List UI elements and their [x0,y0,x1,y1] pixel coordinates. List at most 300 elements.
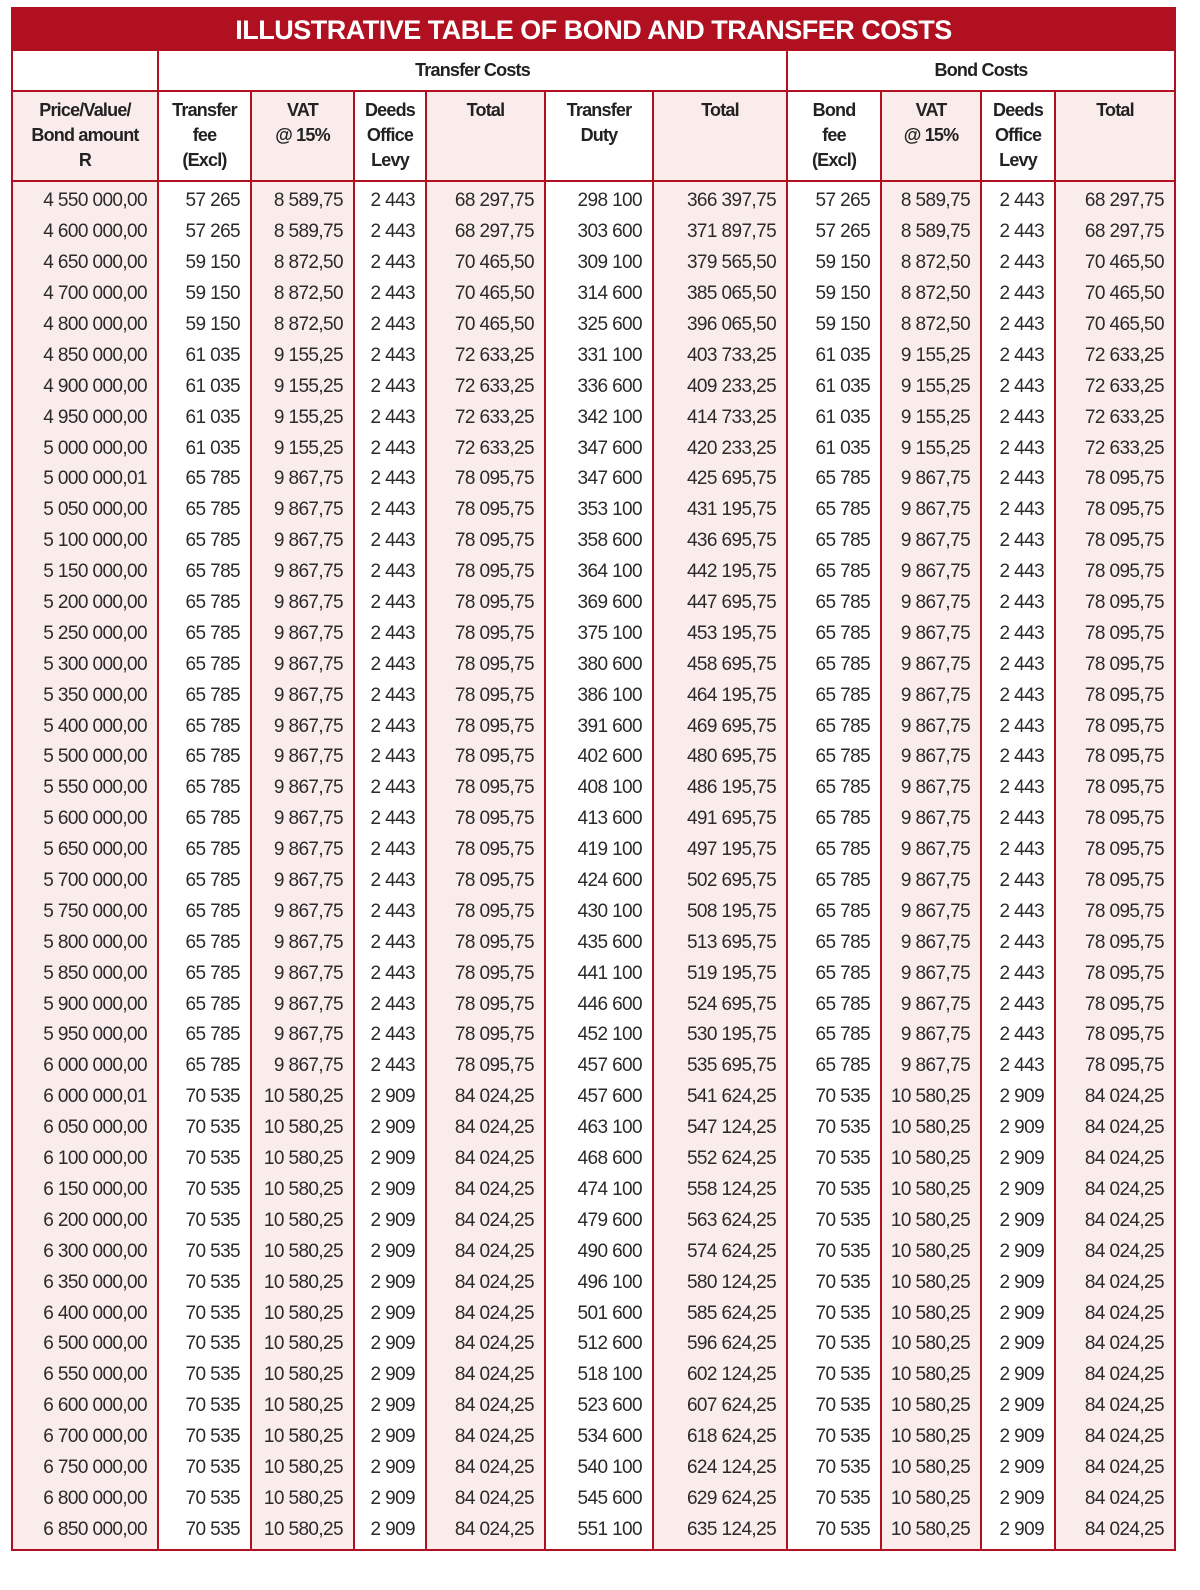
table-cell: 70 535 [787,1144,881,1175]
table-cell: 8 589,75 [881,181,981,217]
table-cell: 70 535 [787,1329,881,1360]
table-cell: 84 024,25 [426,1175,545,1206]
table-cell: 4 850 000,00 [13,340,158,371]
table-cell: 70 535 [158,1236,251,1267]
table-cell: 9 867,75 [251,495,354,526]
table-cell: 6 100 000,00 [13,1144,158,1175]
table-cell: 6 400 000,00 [13,1298,158,1329]
table-cell: 9 867,75 [251,989,354,1020]
table-cell: 9 867,75 [881,804,981,835]
table-cell: 353 100 [545,495,653,526]
table-cell: 309 100 [545,248,653,279]
table-cell: 2 909 [354,1144,426,1175]
table-cell: 70 535 [787,1205,881,1236]
table-row [13,1175,1174,1206]
table-cell: 2 909 [354,1236,426,1267]
table-cell: 9 867,75 [251,588,354,619]
table-cell: 78 095,75 [1055,896,1174,927]
table-cell: 78 095,75 [426,618,545,649]
table-cell: 65 785 [158,773,251,804]
table-cell: 2 443 [354,649,426,680]
table-cell: 2 909 [981,1422,1055,1453]
table-cell: 2 443 [354,958,426,989]
table-cell: 9 867,75 [881,464,981,495]
table-cell: 9 867,75 [881,896,981,927]
table-cell: 65 785 [787,742,881,773]
table-cell: 78 095,75 [426,526,545,557]
table-cell: 9 867,75 [881,742,981,773]
group-header-blank [13,51,158,91]
table-cell: 72 633,25 [1055,371,1174,402]
table-cell: 9 867,75 [251,896,354,927]
table-cell: 424 600 [545,866,653,897]
table-cell: 4 950 000,00 [13,402,158,433]
table-cell: 68 297,75 [426,217,545,248]
table-cell: 65 785 [158,618,251,649]
table-cell: 9 867,75 [251,649,354,680]
table-cell: 2 909 [981,1267,1055,1298]
table-cell: 84 024,25 [1055,1391,1174,1422]
table-cell: 65 785 [158,1051,251,1082]
table-cell: 9 867,75 [251,866,354,897]
table-cell: 2 443 [981,835,1055,866]
table-cell: 72 633,25 [1055,340,1174,371]
table-row [13,1082,1174,1113]
table-cell: 2 443 [354,618,426,649]
table-row [13,958,1174,989]
table-cell: 4 700 000,00 [13,279,158,310]
table-cell: 65 785 [158,464,251,495]
table-cell: 453 195,75 [653,618,787,649]
table-cell: 65 785 [158,927,251,958]
table-cell: 2 443 [354,557,426,588]
group-header-transfer-costs: Transfer Costs [158,51,787,91]
table-cell: 84 024,25 [426,1236,545,1267]
table-cell: 431 195,75 [653,495,787,526]
table-cell: 551 100 [545,1514,653,1549]
table-cell: 5 900 000,00 [13,989,158,1020]
table-cell: 420 233,25 [653,433,787,464]
table-cell: 2 443 [981,649,1055,680]
table-cell: 442 195,75 [653,557,787,588]
table-row [13,618,1174,649]
table-cell: 65 785 [787,989,881,1020]
column-header: Price/Value/ Bond amount R [13,91,158,181]
table-cell: 403 733,25 [653,340,787,371]
table-cell: 2 443 [981,464,1055,495]
table-cell: 61 035 [158,402,251,433]
table-cell: 65 785 [787,927,881,958]
table-cell: 331 100 [545,340,653,371]
table-cell: 59 150 [787,248,881,279]
table-cell: 2 909 [981,1144,1055,1175]
table-cell: 558 124,25 [653,1175,787,1206]
table-cell: 59 150 [787,279,881,310]
table-cell: 78 095,75 [426,835,545,866]
table-cell: 2 909 [354,1514,426,1549]
table-cell: 2 443 [354,989,426,1020]
table-cell: 84 024,25 [1055,1422,1174,1453]
table-cell: 78 095,75 [426,804,545,835]
table-cell: 70 535 [787,1483,881,1514]
table-cell: 4 650 000,00 [13,248,158,279]
table-cell: 2 443 [981,896,1055,927]
table-cell: 9 155,25 [881,340,981,371]
table-cell: 530 195,75 [653,1020,787,1051]
table-row [13,557,1174,588]
table-cell: 6 700 000,00 [13,1422,158,1453]
table-cell: 65 785 [787,773,881,804]
table-cell: 70 535 [158,1144,251,1175]
table-cell: 2 909 [354,1082,426,1113]
table-cell: 65 785 [158,958,251,989]
table-cell: 9 867,75 [251,711,354,742]
table-cell: 5 350 000,00 [13,680,158,711]
table-cell: 61 035 [158,371,251,402]
table-cell: 68 297,75 [1055,181,1174,217]
table-cell: 9 867,75 [881,1020,981,1051]
table-cell: 574 624,25 [653,1236,787,1267]
table-cell: 585 624,25 [653,1298,787,1329]
table-cell: 5 000 000,01 [13,464,158,495]
table-cell: 9 867,75 [251,804,354,835]
table-cell: 6 500 000,00 [13,1329,158,1360]
table-cell: 5 050 000,00 [13,495,158,526]
table-body [13,181,1174,1549]
table-cell: 10 580,25 [251,1113,354,1144]
table-cell: 8 589,75 [881,217,981,248]
table-row [13,927,1174,958]
table-cell: 2 443 [981,495,1055,526]
table-cell: 9 867,75 [881,1051,981,1082]
table-cell: 78 095,75 [426,711,545,742]
table-cell: 2 443 [354,835,426,866]
table-cell: 78 095,75 [1055,680,1174,711]
table-cell: 524 695,75 [653,989,787,1020]
column-header: VAT @ 15% [881,91,981,181]
table-cell: 5 850 000,00 [13,958,158,989]
table-row [13,1298,1174,1329]
table-cell: 452 100 [545,1020,653,1051]
table-cell: 65 785 [158,989,251,1020]
table-cell: 6 350 000,00 [13,1267,158,1298]
table-cell: 464 195,75 [653,680,787,711]
table-cell: 386 100 [545,680,653,711]
table-cell: 78 095,75 [1055,1020,1174,1051]
table-cell: 84 024,25 [1055,1360,1174,1391]
table-cell: 70 535 [787,1267,881,1298]
table-cell: 2 443 [354,588,426,619]
table-cell: 57 265 [787,217,881,248]
table-cell: 72 633,25 [1055,402,1174,433]
table-row [13,495,1174,526]
table-cell: 413 600 [545,804,653,835]
table-cell: 65 785 [787,618,881,649]
table-cell: 65 785 [158,742,251,773]
table-cell: 5 000 000,00 [13,433,158,464]
table-cell: 9 867,75 [881,773,981,804]
table-cell: 2 909 [981,1483,1055,1514]
table-cell: 65 785 [787,495,881,526]
table-cell: 78 095,75 [426,958,545,989]
table-cell: 2 443 [981,279,1055,310]
table-cell: 5 300 000,00 [13,649,158,680]
table-cell: 408 100 [545,773,653,804]
table-cell: 6 600 000,00 [13,1391,158,1422]
table-cell: 5 600 000,00 [13,804,158,835]
table-cell: 9 867,75 [251,742,354,773]
table-cell: 9 867,75 [881,526,981,557]
table-cell: 2 443 [981,588,1055,619]
table-row [13,588,1174,619]
table-row [13,742,1174,773]
table-row [13,1113,1174,1144]
table-cell: 10 580,25 [881,1144,981,1175]
table-cell: 84 024,25 [426,1298,545,1329]
table-cell: 10 580,25 [881,1514,981,1549]
table-cell: 502 695,75 [653,866,787,897]
table-cell: 84 024,25 [1055,1267,1174,1298]
table-cell: 497 195,75 [653,835,787,866]
table-cell: 61 035 [787,340,881,371]
table-cell: 84 024,25 [1055,1082,1174,1113]
table-row [13,340,1174,371]
table-cell: 371 897,75 [653,217,787,248]
table-cell: 78 095,75 [426,495,545,526]
table-row [13,371,1174,402]
table-row [13,1329,1174,1360]
bond-transfer-cost-table [13,51,1174,1549]
table-cell: 70 465,50 [426,279,545,310]
table-cell: 2 443 [354,371,426,402]
table-cell: 10 580,25 [881,1391,981,1422]
table-cell: 65 785 [787,649,881,680]
table-cell: 10 580,25 [251,1082,354,1113]
table-cell: 10 580,25 [881,1205,981,1236]
table-cell: 65 785 [787,1020,881,1051]
table-cell: 84 024,25 [426,1082,545,1113]
table-cell: 4 550 000,00 [13,181,158,217]
table-cell: 78 095,75 [1055,557,1174,588]
table-cell: 618 624,25 [653,1422,787,1453]
table-cell: 68 297,75 [426,181,545,217]
table-cell: 468 600 [545,1144,653,1175]
table-cell: 540 100 [545,1453,653,1484]
table-cell: 2 443 [354,279,426,310]
table-cell: 8 872,50 [881,310,981,341]
table-cell: 358 600 [545,526,653,557]
table-cell: 65 785 [787,526,881,557]
table-cell: 8 589,75 [251,181,354,217]
table-cell: 70 535 [158,1267,251,1298]
table-cell: 9 867,75 [881,711,981,742]
table-cell: 2 443 [981,340,1055,371]
table-cell: 409 233,25 [653,371,787,402]
table-cell: 9 867,75 [251,927,354,958]
column-header: Transfer Duty [545,91,653,181]
table-cell: 2 443 [981,958,1055,989]
table-cell: 10 580,25 [881,1082,981,1113]
table-cell: 430 100 [545,896,653,927]
table-cell: 4 800 000,00 [13,310,158,341]
table-cell: 6 550 000,00 [13,1360,158,1391]
table-cell: 72 633,25 [426,433,545,464]
table-cell: 84 024,25 [1055,1298,1174,1329]
table-cell: 469 695,75 [653,711,787,742]
table-cell: 10 580,25 [251,1144,354,1175]
table-cell: 70 465,50 [426,248,545,279]
table-cell: 10 580,25 [881,1298,981,1329]
table-cell: 59 150 [787,310,881,341]
table-cell: 2 443 [981,618,1055,649]
table-cell: 2 443 [354,217,426,248]
table-cell: 2 443 [981,557,1055,588]
table-row [13,1051,1174,1082]
table-cell: 65 785 [158,680,251,711]
table-cell: 2 909 [981,1236,1055,1267]
table-cell: 72 633,25 [426,402,545,433]
table-cell: 2 443 [981,680,1055,711]
table-cell: 2 443 [354,433,426,464]
table-row [13,1020,1174,1051]
table-cell: 70 465,50 [1055,310,1174,341]
table-cell: 2 909 [354,1298,426,1329]
table-cell: 9 155,25 [251,402,354,433]
table-cell: 5 750 000,00 [13,896,158,927]
table-cell: 9 867,75 [881,588,981,619]
table-cell: 541 624,25 [653,1082,787,1113]
table-cell: 5 150 000,00 [13,557,158,588]
table-cell: 9 155,25 [881,433,981,464]
table-cell: 2 443 [354,526,426,557]
table-cell: 65 785 [158,495,251,526]
table-cell: 65 785 [158,804,251,835]
table-cell: 2 909 [354,1391,426,1422]
table-cell: 2 443 [354,1051,426,1082]
table-cell: 61 035 [787,371,881,402]
table-cell: 2 443 [354,742,426,773]
table-row [13,217,1174,248]
table-title: ILLUSTRATIVE TABLE OF BOND AND TRANSFER COSTS [13,7,1174,51]
table-cell: 65 785 [158,1020,251,1051]
table-cell: 9 867,75 [251,680,354,711]
table-cell: 70 535 [787,1298,881,1329]
table-cell: 447 695,75 [653,588,787,619]
table-cell: 9 867,75 [881,927,981,958]
table-cell: 458 695,75 [653,649,787,680]
table-cell: 2 909 [981,1360,1055,1391]
table-row [13,649,1174,680]
table-cell: 6 200 000,00 [13,1205,158,1236]
table-cell: 57 265 [787,181,881,217]
table-row [13,1453,1174,1484]
table-cell: 5 700 000,00 [13,866,158,897]
table-cell: 65 785 [787,680,881,711]
table-cell: 435 600 [545,927,653,958]
table-cell: 2 443 [981,1020,1055,1051]
column-header: Total [653,91,787,181]
table-cell: 2 443 [354,181,426,217]
column-header: Total [426,91,545,181]
table-cell: 78 095,75 [426,773,545,804]
table-cell: 78 095,75 [1055,618,1174,649]
table-cell: 5 250 000,00 [13,618,158,649]
column-header: Deeds Office Levy [354,91,426,181]
table-cell: 57 265 [158,181,251,217]
table-cell: 65 785 [158,557,251,588]
table-cell: 65 785 [158,711,251,742]
table-cell: 6 300 000,00 [13,1236,158,1267]
table-cell: 2 443 [354,1020,426,1051]
table-cell: 70 535 [158,1483,251,1514]
table-cell: 70 465,50 [426,310,545,341]
table-cell: 59 150 [158,248,251,279]
table-row [13,1483,1174,1514]
table-cell: 479 600 [545,1205,653,1236]
table-cell: 78 095,75 [1055,835,1174,866]
table-cell: 474 100 [545,1175,653,1206]
table-cell: 463 100 [545,1113,653,1144]
table-row [13,835,1174,866]
table-cell: 2 443 [981,310,1055,341]
group-header-bond-costs: Bond Costs [787,51,1174,91]
table-cell: 2 909 [354,1453,426,1484]
table-cell: 72 633,25 [426,340,545,371]
table-cell: 347 600 [545,464,653,495]
table-cell: 513 695,75 [653,927,787,958]
table-row [13,680,1174,711]
table-cell: 596 624,25 [653,1329,787,1360]
column-header: Deeds Office Levy [981,91,1055,181]
table-cell: 65 785 [787,958,881,989]
table-cell: 78 095,75 [426,1020,545,1051]
table-cell: 9 867,75 [251,464,354,495]
table-cell: 486 195,75 [653,773,787,804]
table-cell: 78 095,75 [1055,1051,1174,1082]
table-cell: 78 095,75 [426,557,545,588]
table-cell: 9 867,75 [881,618,981,649]
table-cell: 2 443 [981,402,1055,433]
table-cell: 84 024,25 [426,1422,545,1453]
table-cell: 380 600 [545,649,653,680]
table-cell: 78 095,75 [1055,495,1174,526]
table-row [13,1514,1174,1549]
table-cell: 9 867,75 [251,835,354,866]
table-cell: 490 600 [545,1236,653,1267]
table-cell: 9 155,25 [251,433,354,464]
table-cell: 2 443 [981,773,1055,804]
table-cell: 78 095,75 [1055,711,1174,742]
table-cell: 70 465,50 [1055,279,1174,310]
table-cell: 84 024,25 [1055,1453,1174,1484]
table-cell: 2 909 [981,1113,1055,1144]
table-cell: 84 024,25 [426,1113,545,1144]
table-cell: 10 580,25 [881,1329,981,1360]
table-cell: 2 443 [354,927,426,958]
table-row [13,1267,1174,1298]
table-cell: 84 024,25 [426,1483,545,1514]
table-row [13,181,1174,217]
table-cell: 9 867,75 [251,1020,354,1051]
table-row [13,248,1174,279]
table-cell: 5 200 000,00 [13,588,158,619]
table-cell: 70 535 [158,1298,251,1329]
column-header: Transfer fee (Excl) [158,91,251,181]
table-cell: 2 443 [981,181,1055,217]
table-cell: 70 535 [158,1082,251,1113]
table-cell: 2 909 [981,1082,1055,1113]
table-cell: 61 035 [787,433,881,464]
